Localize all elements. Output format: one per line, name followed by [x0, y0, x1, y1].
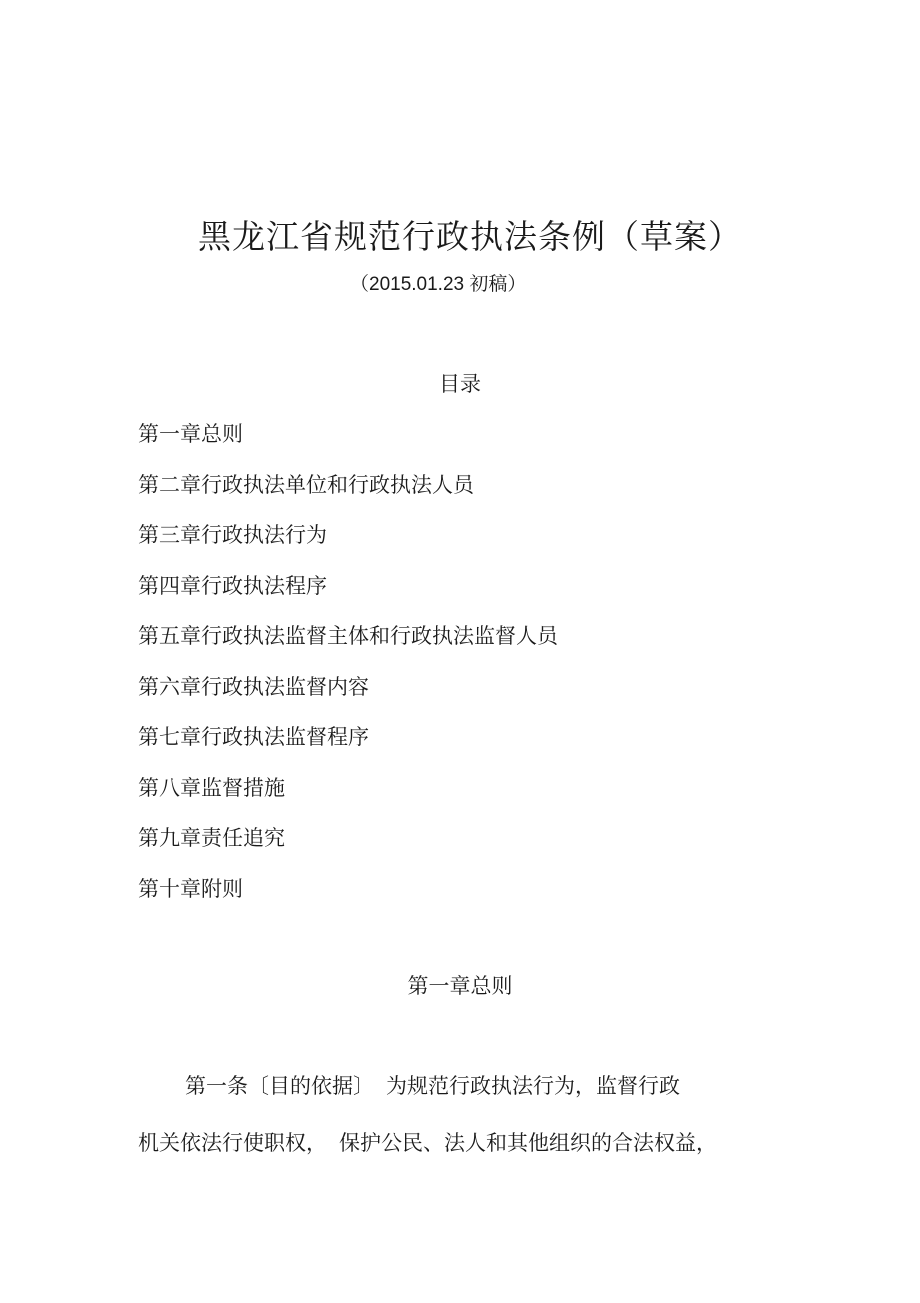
article-line-2 [138, 1127, 717, 1159]
toc-item: 第二章行政执法单位和行政执法人员 [138, 472, 474, 497]
article-label: 第一条〔目的依据〕 [185, 1074, 374, 1098]
toc-heading: 目录 [439, 372, 481, 396]
article-text-1: 为规范行政执法行为，监督行政 [386, 1074, 680, 1098]
table-of-contents [138, 418, 558, 923]
chapter-heading: 第一章总则 [407, 974, 513, 998]
toc-item: 第七章行政执法监督程序 [138, 725, 369, 749]
toc-item: 第五章行政执法监督主体和行政执法监督人员 [138, 624, 558, 648]
toc-item: 第一章总则 [138, 422, 243, 446]
article-line-1 [185, 1070, 680, 1102]
article-text-2a: 机关依法行使职权， [138, 1131, 327, 1155]
toc-item: 第六章行政执法监督内容 [138, 674, 369, 699]
article-text-2b: 保护公民、法人和其他组织的合法权益， [339, 1131, 717, 1155]
toc-item: 第十章附则 [138, 876, 243, 901]
toc-item: 第八章监督措施 [138, 775, 285, 800]
toc-item: 第九章责任追究 [138, 826, 285, 850]
toc-item: 第四章行政执法程序 [138, 573, 327, 598]
document-title: 黑龙江省规范行政执法条例（草案） [198, 217, 742, 256]
document-subtitle: （2015.01.23 初稿） [350, 274, 527, 295]
toc-item: 第三章行政执法行为 [138, 523, 327, 547]
